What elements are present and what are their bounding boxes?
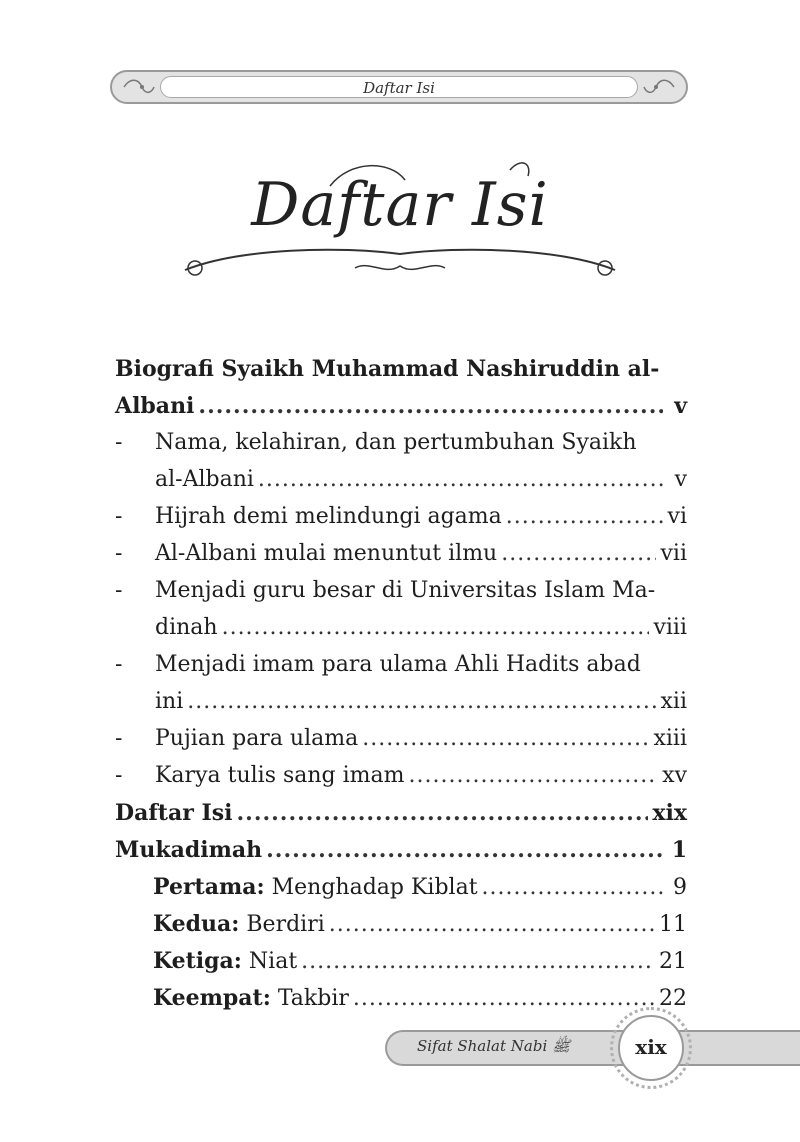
toc-entry-menuntut-ilmu[interactable] — [115, 541, 687, 578]
toc-entry-text: Menjadi guru besar di Universitas Islam Ma- — [155, 578, 656, 603]
toc-page-number: 21 — [659, 949, 687, 974]
toc-entry-pujian[interactable] — [115, 726, 687, 763]
toc-entry-label: Keempat: — [153, 985, 271, 1011]
bullet-dash: - — [115, 652, 123, 677]
toc-entry-text: Nama, kelahiran, dan pertumbuhan Syaikh — [155, 430, 637, 455]
toc-entry-nama-cont[interactable] — [115, 467, 687, 504]
leader-dots — [482, 875, 663, 900]
toc-entry-text: Daftar Isi — [115, 800, 233, 826]
toc-entry-text: Biografi Syaikh Muhammad Nashiruddin al- — [115, 356, 660, 382]
toc-page-number: 11 — [659, 912, 687, 937]
table-of-contents — [115, 356, 687, 1022]
toc-entry-guru-besar-cont[interactable] — [115, 615, 687, 652]
toc-page-number: xii — [660, 689, 687, 714]
toc-page-number: 22 — [659, 986, 687, 1011]
toc-entry-biografi-cont[interactable] — [115, 393, 687, 430]
toc-entry-text: Karya tulis sang imam — [155, 763, 405, 788]
page-number-badge: xix — [618, 1015, 684, 1081]
leader-dots — [198, 393, 663, 419]
toc-entry-label: Ketiga: — [153, 948, 242, 974]
toc-entry-text: dinah — [155, 615, 218, 640]
toc-page-number: vii — [660, 541, 687, 566]
toc-entry-pertama[interactable] — [115, 874, 687, 911]
leader-dots — [501, 541, 656, 566]
page-title: Daftar Isi — [251, 170, 549, 240]
toc-entry-text — [153, 874, 478, 900]
toc-page-number: vi — [667, 504, 687, 529]
bullet-dash: - — [115, 578, 123, 603]
toc-entry-text: Menjadi imam para ulama Ahli Hadits abad — [155, 652, 641, 677]
toc-entry-imam-cont[interactable] — [115, 689, 687, 726]
leader-dots — [329, 912, 655, 937]
toc-page-number: xv — [662, 763, 687, 788]
toc-entry-karya-tulis[interactable] — [115, 763, 687, 800]
toc-entry-label: Pertama: — [153, 874, 265, 900]
toc-entry-text: Albani — [115, 393, 195, 419]
toc-page-number: 9 — [673, 875, 687, 900]
toc-entry-ketiga[interactable] — [115, 948, 687, 985]
page-title-block — [180, 150, 620, 290]
toc-entry-text — [153, 911, 325, 937]
toc-entry-title: Takbir — [277, 986, 349, 1011]
leader-dots — [237, 800, 649, 826]
header-title: Daftar Isi — [160, 76, 638, 98]
leader-dots — [222, 615, 650, 640]
bullet-dash: - — [115, 541, 123, 566]
running-footer — [385, 1030, 800, 1066]
toc-page-number: 1 — [671, 837, 687, 863]
leader-dots — [353, 986, 655, 1011]
toc-page-number: xix — [652, 800, 687, 826]
toc-entry-text: Hijrah demi melindungi agama — [155, 504, 502, 529]
toc-entry-imam[interactable] — [115, 652, 687, 689]
toc-page-number: v — [674, 393, 687, 419]
left-flourish-icon — [122, 76, 156, 98]
leader-dots — [258, 467, 663, 492]
toc-entry-text — [153, 985, 349, 1011]
running-header — [110, 70, 688, 104]
toc-entry-title: Menghadap Kiblat — [271, 875, 478, 900]
leader-dots — [301, 949, 655, 974]
toc-entry-title: Niat — [248, 949, 298, 974]
toc-entry-text: Al-Albani mulai menuntut ilmu — [155, 541, 498, 566]
toc-entry-daftar-isi[interactable] — [115, 800, 687, 837]
toc-entry-keempat[interactable] — [115, 985, 687, 1022]
bullet-dash: - — [115, 430, 123, 455]
toc-entry-text — [153, 948, 297, 974]
bullet-dash: - — [115, 763, 123, 788]
toc-entry-nama[interactable] — [115, 430, 687, 467]
leader-dots — [409, 763, 659, 788]
leader-dots — [506, 504, 663, 529]
toc-entry-text: ini — [155, 689, 184, 714]
toc-entry-biografi[interactable] — [115, 356, 687, 393]
toc-page-number: v — [674, 467, 687, 492]
toc-entry-title: Berdiri — [246, 912, 325, 937]
leader-dots — [362, 726, 649, 751]
toc-entry-guru-besar[interactable] — [115, 578, 687, 615]
toc-entry-text: Mukadimah — [115, 837, 263, 863]
right-flourish-icon — [642, 76, 676, 98]
toc-page-number: xiii — [653, 726, 687, 751]
toc-page-number: viii — [653, 615, 687, 640]
toc-entry-label: Kedua: — [153, 911, 240, 937]
toc-entry-hijrah[interactable] — [115, 504, 687, 541]
toc-entry-text: Pujian para ulama — [155, 726, 359, 751]
leader-dots — [266, 837, 663, 863]
footer-book-title: Sifat Shalat Nabi ﷺ — [417, 1037, 571, 1055]
toc-entry-kedua[interactable] — [115, 911, 687, 948]
leader-dots — [187, 689, 656, 714]
bullet-dash: - — [115, 726, 123, 751]
toc-entry-mukadimah[interactable] — [115, 837, 687, 874]
toc-entry-text: al-Albani — [155, 467, 254, 492]
bullet-dash: - — [115, 504, 123, 529]
